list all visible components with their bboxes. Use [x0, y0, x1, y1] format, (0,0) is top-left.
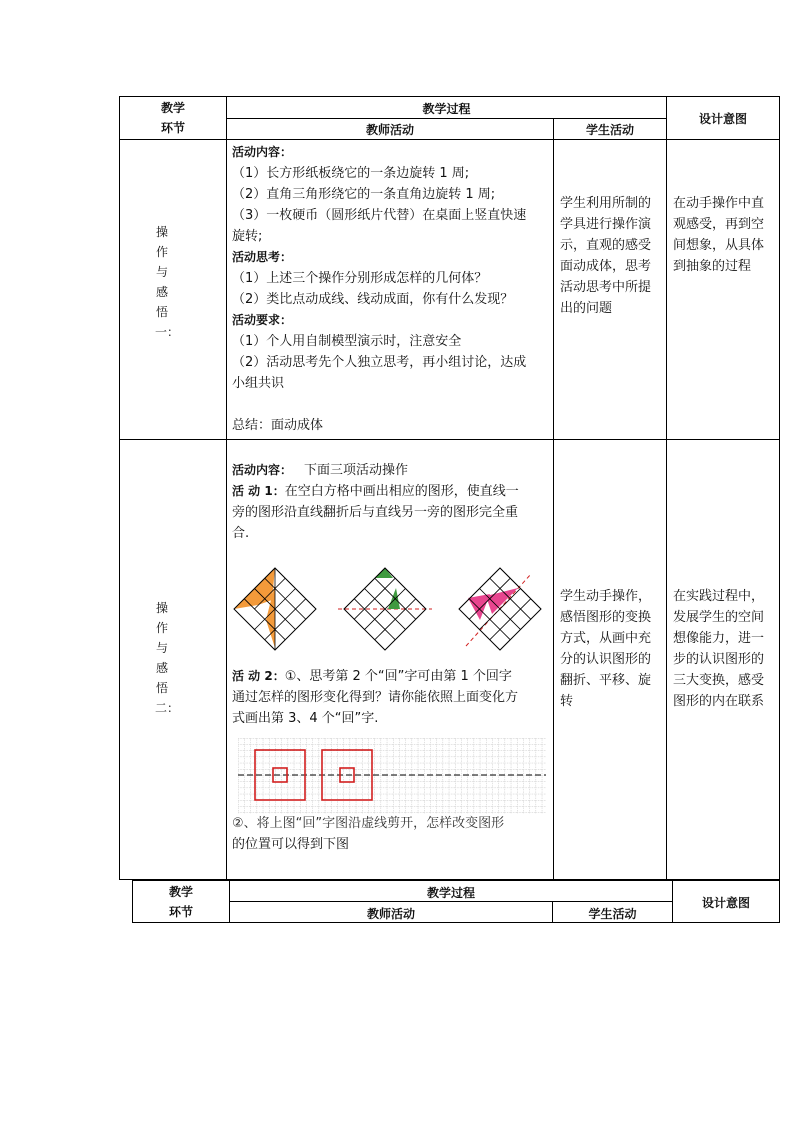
t2-header-student: 学生活动: [588, 907, 637, 921]
text-line: 学生动手操作，: [560, 589, 652, 604]
text-line: （2）直角三角形绕它的一条直角边旋转 1 周;: [232, 187, 496, 202]
fold-diagram-2: [334, 560, 437, 650]
fold-diagram-1: [228, 560, 326, 650]
text-line: 式画出第 3、4 个“回”字.: [232, 711, 379, 726]
activity1-text: 在空白方格中画出相应的图形，使直线一: [284, 484, 519, 499]
text-line: 发展学生的空间: [673, 610, 765, 625]
stage-char: 一：: [154, 325, 179, 339]
text-line: 观感受，再到空: [673, 217, 765, 232]
text-line: 小组共识: [232, 376, 285, 391]
row1-student-activity: [560, 193, 665, 319]
stage-char: 与: [155, 265, 168, 279]
text-line: 分的认识图形的: [560, 652, 652, 667]
text-line: [232, 460, 552, 481]
text-line: ②、将上图“回”字图沿虚线剪开，怎样改变图形: [232, 816, 505, 831]
text-line: 学生利用所制的: [560, 196, 652, 211]
row1-teacher-activity: [232, 142, 552, 436]
text-line: 出的问题: [560, 301, 613, 316]
text-line: 图形的内在联系: [673, 694, 765, 709]
t2-header-process: 教学过程: [426, 886, 475, 900]
header-student: 学生活动: [585, 123, 634, 137]
text-line: 学具进行操作演: [560, 217, 652, 232]
text-line: 到抽象的过程: [673, 259, 752, 274]
text-line: 转: [560, 694, 574, 709]
header-process: 教学过程: [422, 102, 471, 116]
text-line: 活动内容：: [232, 145, 293, 159]
stage-char: 作: [155, 621, 168, 635]
t2-header-teacher: 教师活动: [366, 907, 415, 921]
stage-char: 二：: [154, 701, 179, 715]
stage-char: 感: [155, 285, 168, 299]
row2-design-intent: [673, 586, 778, 712]
text-line: 活动思考中所提: [560, 280, 652, 295]
stage-char: 悟: [155, 681, 168, 695]
text-line: 旁的图形沿直线翻折后与直线另一旁的图形完全重: [232, 505, 519, 520]
row2-student-activity: [560, 586, 665, 712]
text-line: 在实践过程中，: [673, 589, 765, 604]
content-label: 活动内容：: [232, 463, 293, 477]
text-line: （1）长方形纸板绕它的一条边旋转 1 周;: [232, 166, 470, 181]
hui-grid-figure: [238, 738, 546, 814]
row2-teacher-activity: [232, 460, 552, 544]
t2-header-stage-line1: 教学: [168, 885, 193, 899]
magenta-shape: [486, 588, 518, 614]
text-line: 活动思考：: [232, 250, 293, 264]
text-line: 活动要求：: [232, 313, 293, 327]
text-line: [232, 666, 552, 687]
stage-char: 操: [155, 601, 168, 615]
text-line: [232, 481, 552, 502]
text-line: （1）上述三个操作分别形成怎样的几何体？: [232, 271, 488, 286]
t2-header-stage-line2: 环节: [168, 905, 193, 919]
t2-header-intent: 设计意图: [701, 896, 750, 910]
text-line: 感悟图形的变换: [560, 610, 652, 625]
text-line: 示，直观的感受: [560, 238, 652, 253]
stage-char: 作: [155, 245, 168, 259]
text-line: 旋转;: [232, 229, 263, 244]
header-stage-line1: 教学: [160, 101, 185, 115]
text-line: 的位置可以得到下图: [232, 837, 350, 852]
activity2-text-line: ①、思考第 2 个“回”字可由第 1 个回字: [284, 669, 512, 684]
fold-diagram-3: [449, 560, 552, 650]
activity2-text: [232, 666, 552, 729]
green-shape: [388, 588, 400, 609]
stage-char: 与: [155, 641, 168, 655]
header-intent: 设计意图: [698, 112, 747, 126]
text-line: [232, 394, 552, 415]
text-line: 步的认识图形的: [673, 652, 765, 667]
activity2-tail: [232, 813, 552, 855]
row1-design-intent: [673, 193, 778, 277]
content-text: 下面三项活动操作: [304, 463, 409, 478]
header-stage-line2: 环节: [160, 121, 185, 135]
text-line: 想像能力，进一: [673, 631, 765, 646]
text-line: 方式，从画中充: [560, 631, 652, 646]
activity2-label: 活 动 2：: [232, 669, 285, 683]
text-line: 翻折、平移、旋: [560, 673, 652, 688]
text-line: （2）活动思考先个人独立思考，再小组讨论，达成: [232, 355, 527, 370]
text-line: 总结：面动成体: [232, 418, 324, 433]
stage-char: 感: [155, 661, 168, 675]
text-line: （1）个人用自制模型演示时，注意安全: [232, 334, 462, 349]
text-line: 面动成体，思考: [560, 259, 652, 274]
text-line: 在动手操作中直: [673, 196, 765, 211]
text-line: （3）一枚硬币（圆形纸片代替）在桌面上竖直快速: [232, 208, 527, 223]
text-line: 通过怎样的图形变化得到？请你能依照上面变化方: [232, 690, 519, 705]
stage-char: 悟: [155, 305, 168, 319]
text-line: 间想象，从具体: [673, 238, 765, 253]
activity1-label: 活 动 1：: [232, 484, 285, 498]
fold-diagrams: [228, 560, 552, 660]
stage-char: 操: [155, 225, 168, 239]
header-teacher: 教师活动: [365, 123, 414, 137]
text-line: 合.: [232, 526, 250, 541]
text-line: 三大变换，感受: [673, 673, 765, 688]
text-line: （2）类比点动成线、线动成面，你有什么发现？: [232, 292, 514, 307]
